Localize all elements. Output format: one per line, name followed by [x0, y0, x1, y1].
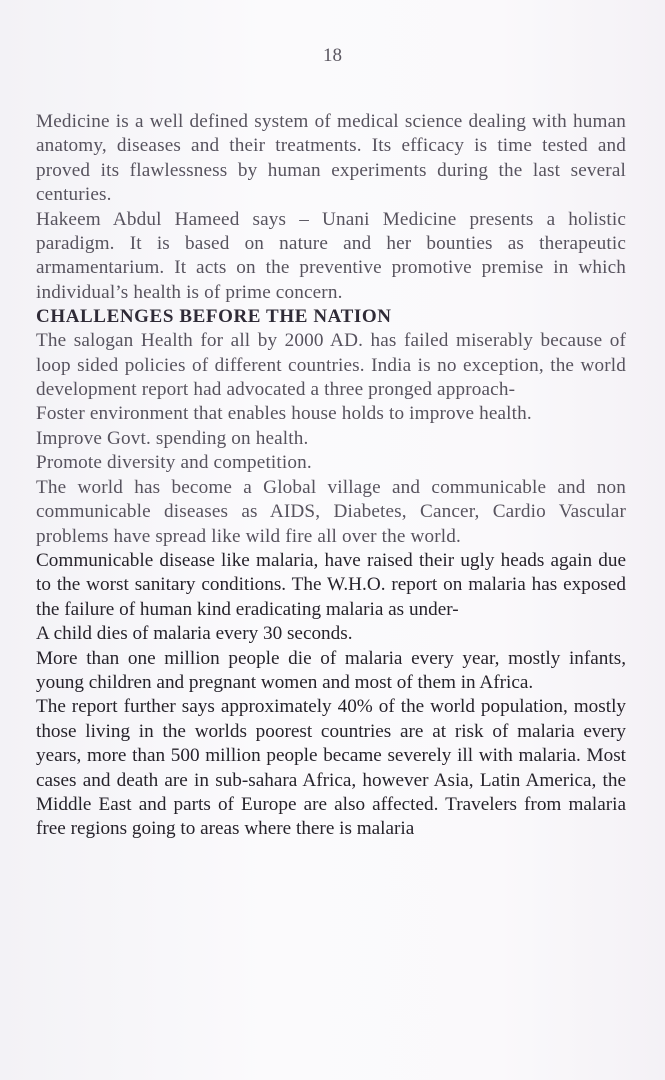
- paragraph-malaria-report: The report further says approximately 40% of the world population, mostly those living in the worlds poorest countries are at risk of malaria every years, more than 500 million people became severely ill with malaria. Most cases and death are in sub-sahara Africa, however Asia, Latin America, the Middle East and parts of Europe are also affected. Travelers from malaria free regions going to areas where there is malaria: [36, 696, 626, 840]
- paragraph-malaria-deaths: More than one million people die of malaria every year, mostly infants, young children and pregnant women and most of them in Africa.: [36, 647, 626, 693]
- approach-item-2: Improve Govt. spending on health.: [36, 427, 309, 449]
- paragraph-malaria-who: Communicable disease like malaria, have raised their ugly heads again due to the worst sanitary conditions. The W.H.O. report on malaria has exposed the failure of human kind eradicating malaria as under-: [36, 549, 626, 620]
- page-number: 18: [323, 45, 342, 66]
- paragraph-health-slogan: The salogan Health for all by 2000 AD. has failed miserably because of loop sided policies of different countries. India is no exception, the world development report had advocated a three pronged approach-: [36, 330, 626, 401]
- approach-item-1: Foster environment that enables house holds to improve health.: [36, 403, 532, 425]
- paragraph-medicine-definition: Medicine is a well defined system of medical science dealing with human anatomy, diseases and their treatments. Its efficacy is time tested and proved its flawlessness by human experiments during the last several centuries.: [36, 111, 626, 206]
- malaria-fact-child: A child dies of malaria every 30 seconds.: [36, 623, 353, 645]
- paragraph-hakeem-quote: Hakeem Abdul Hameed says – Unani Medicine presents a holistic paradigm. It is based on nature and her bounties as therapeutic armamentarium. It acts on the preventive promotive premise in which individual’s health is of prime concern.: [36, 208, 626, 303]
- approach-item-3: Promote diversity and competition.: [36, 452, 312, 474]
- paragraph-global-village: The world has become a Global village and communicable and non communicable diseases as AIDS, Diabetes, Cancer, Cardio Vascular problems have spread like wild fire all over the world.: [36, 476, 626, 547]
- page-body: [36, 110, 626, 842]
- section-heading: CHALLENGES BEFORE THE NATION: [36, 306, 392, 328]
